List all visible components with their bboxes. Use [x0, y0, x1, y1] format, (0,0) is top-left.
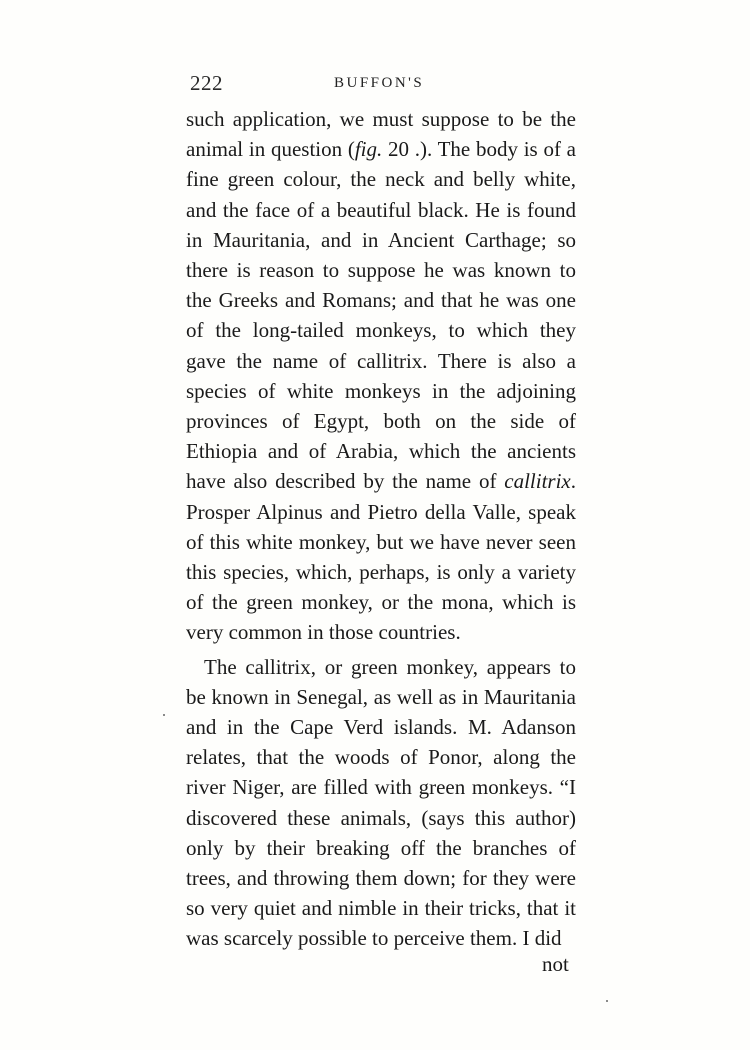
running-title: BUFFON'S [334, 75, 425, 91]
paper-speck [163, 714, 165, 716]
body-text [186, 104, 576, 954]
paragraph-1-middle: 20 .). The body is of a fine green colour, the neck and belly white, and the face of a beautiful black. He is found in Mauritania, and in Ancient Carthage; so there is reason to suppose he was known to the Greeks and Romans; and that he was one of the long-tailed monkeys, to which they gave the name of callitrix. There is also a species of white monkeys in the adjoining provinces of Egypt, both on the side of Ethiopia and of Arabia, which the ancients have also described by the name of [186, 137, 576, 494]
paragraph-2: The callitrix, or green monkey, appears to be known in Senegal, as well as in Mauritania and in the Cape Verd islands. M. Adanson relates, that the woods of Ponor, along the river Niger, are filled with green monkeys. “I discovered these animals, (says this author) only by their breaking off the branches of trees, and throwing them down; for they were so very quiet and nimble in their tricks, that it was scarcely possible to perceive them. I did [186, 654, 576, 951]
page-number: 222 [190, 71, 223, 95]
figure-reference: fig. [354, 137, 383, 162]
catchword: not [542, 952, 569, 976]
paragraph-1-lead: such application, we must suppose to be the animal in question ( [186, 107, 576, 162]
paragraph-1 [186, 104, 576, 648]
callitrix-italic: callitrix [504, 469, 571, 494]
paragraph-1-tail: . Prosper Alpinus and Pietro della Valle, speak of this white monkey, but we have never seen this species, which, perhaps, is only a variety of the green monkey, or the mona, which is very common in those countries. [186, 469, 576, 645]
paper-speck [606, 1000, 608, 1002]
